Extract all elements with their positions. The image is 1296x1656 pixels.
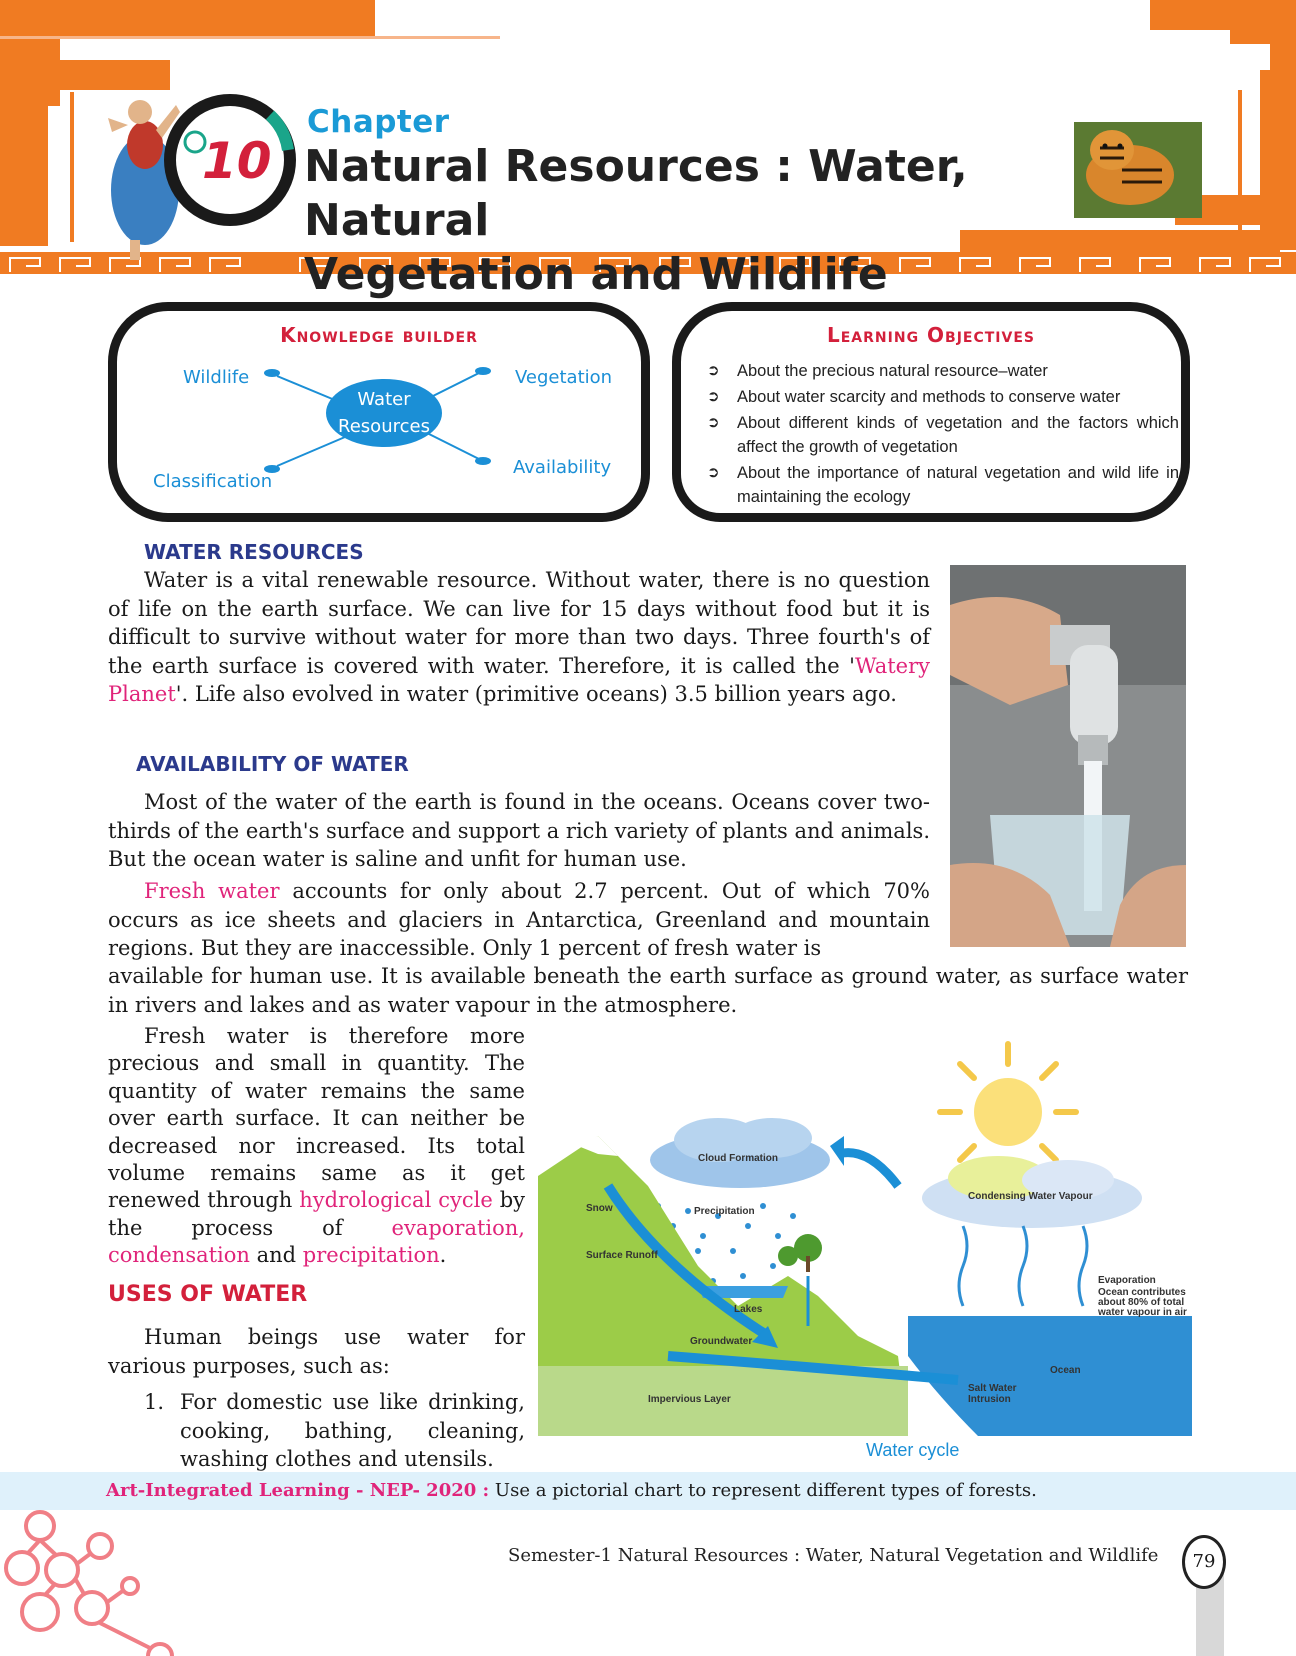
- label-snow: Snow: [586, 1203, 613, 1214]
- text-run: and: [249, 1243, 303, 1268]
- mind-map-wildlife: Wildlife: [183, 367, 250, 388]
- footer-text: Semester-1 Natural Resources : Water, Natural Vegetation and Wildlife: [508, 1545, 1159, 1566]
- arrow-bullet-icon: ➲: [707, 388, 720, 405]
- label-evaporation: Evaporation: [1098, 1275, 1156, 1286]
- label-condensing: Condensing Water Vapour: [968, 1191, 1093, 1202]
- mind-map-center-line2: Resources: [338, 416, 430, 437]
- label-cloud-formation: Cloud Formation: [698, 1153, 778, 1164]
- list-item: [701, 461, 1179, 509]
- mind-map-vegetation: Vegetation: [515, 367, 613, 388]
- arrow-bullet-icon: ➲: [707, 362, 720, 379]
- water-cycle-diagram: [538, 1036, 1192, 1470]
- arrow-bullet-icon: ➲: [707, 414, 720, 431]
- art-integrated-note: [106, 1480, 1037, 1501]
- label-groundwater: Groundwater: [690, 1336, 753, 1347]
- list-item: [701, 385, 1179, 409]
- objective-text: About water scarcity and methods to conserve water: [737, 388, 1121, 406]
- text-run: .: [439, 1243, 447, 1268]
- page-title: [304, 140, 1064, 302]
- text-run: '. Life also evolved in water (primitive oceans) 3.5 billion years ago.: [175, 682, 897, 706]
- page-number: 79: [1182, 1535, 1226, 1589]
- term-evaporation-condensation: evaporation, condensation: [108, 1215, 525, 1268]
- term-precipitation: precipitation: [302, 1243, 440, 1268]
- label-evap-note-1: Ocean contributes: [1098, 1287, 1186, 1298]
- paragraph-uses: Human beings use water for various purposes, such as:: [108, 1325, 525, 1378]
- mind-map-center: [326, 379, 442, 447]
- label-intrusion: Intrusion: [968, 1394, 1011, 1405]
- knowledge-builder-box: [108, 302, 650, 522]
- chapter-label: Chapter: [307, 104, 450, 140]
- water-cycle-caption: Water cycle: [866, 1440, 960, 1460]
- chapter-number: 10: [202, 132, 272, 190]
- term-watery-planet: Watery Planet: [108, 653, 930, 706]
- heading-water-resources: WATER RESOURCES: [144, 540, 364, 564]
- title-line-1: Natural Resources : Water, Natural: [304, 141, 968, 246]
- paragraph-fresh-water: [108, 1023, 525, 1270]
- label-impervious: Impervious Layer: [648, 1394, 731, 1405]
- label-evap-note-2: about 80% of total: [1098, 1297, 1185, 1308]
- list-item-text: For domestic use like drinking, cooking, bathing, cleaning, washing clothes and utensils.: [180, 1390, 525, 1471]
- objective-text: About the precious natural resource–water: [737, 362, 1048, 380]
- water-cycle-illustration: [538, 1036, 1192, 1470]
- heading-uses-of-water: USES OF WATER: [108, 1282, 308, 1307]
- term-fresh-water: Fresh water: [144, 879, 280, 903]
- label-evap-note-3: water vapour in air: [1098, 1307, 1187, 1318]
- objective-text: About different kinds of vegetation and the factors which affect the growth of vegetation: [737, 414, 1179, 456]
- paragraph-availability-2: [108, 877, 930, 963]
- learning-objectives-box: [672, 302, 1190, 522]
- objective-text: About the importance of natural vegetation and wild life in maintaining the ecology: [737, 464, 1179, 506]
- term-hydrological-cycle: hydrological cycle: [299, 1188, 493, 1213]
- text-run: accounts for only about 2.7 percent. Out of which 70% occurs as ice sheets and glaciers in Antarctica, Greenland and mountain regions. But they are inaccessible. Only 1 percent of fresh water is: [108, 879, 930, 960]
- molecule-decoration: [0, 1508, 180, 1656]
- label-ocean: Ocean: [1050, 1365, 1081, 1376]
- title-line-2: Vegetation and Wildlife: [304, 249, 888, 300]
- mind-map-availability: Availability: [513, 457, 612, 478]
- knowledge-builder-title: Knowledge builder: [280, 323, 478, 347]
- learning-objectives-list: [701, 359, 1179, 511]
- paragraph-availability-1: Most of the water of the earth is found in the oceans. Oceans cover two-thirds of the earth's surface and support a rich variety of plants and animals. But the ocean water is saline and unfit for human use.: [108, 790, 930, 871]
- list-number: 1.: [144, 1390, 165, 1414]
- text-run: Fresh water is therefore more precious and small in quantity. The quantity of water remains the same over earth surface. It can neither be decreased nor increased. Its total volume remains same as it get renewed through: [108, 1024, 525, 1213]
- text-run: by the process of: [108, 1188, 525, 1240]
- arrow-bullet-icon: ➲: [707, 464, 720, 481]
- tap-water-photo: [950, 565, 1186, 947]
- text-run: Water is a vital renewable resource. Without water, there is no question of life on the earth surface. We can live for 15 days without food but it is difficult to survive without water for more than two days. Three fourth's of the earth surface is covered with water. Therefore, it is called the ': [108, 568, 930, 678]
- label-precipitation: Precipitation: [694, 1206, 755, 1217]
- list-item: [701, 359, 1179, 383]
- heading-availability: AVAILABILITY OF WATER: [136, 752, 409, 776]
- tiger-photo: [1074, 122, 1202, 218]
- mind-map-center-line1: Water: [357, 389, 411, 410]
- art-integrated-text: Use a pictorial chart to represent different types of forests.: [489, 1480, 1037, 1501]
- uses-list-item-1: [144, 1388, 525, 1474]
- art-integrated-label: Art-Integrated Learning - NEP- 2020 :: [106, 1480, 490, 1501]
- paragraph-availability-3: available for human use. It is available beneath the earth surface as ground water, as surface water in rivers and lakes and as water vapour in the atmosphere.: [108, 964, 1188, 1017]
- label-salt-water: Salt Water: [968, 1383, 1017, 1394]
- learning-objectives-title: Learning Objectives: [827, 323, 1035, 347]
- label-lakes: Lakes: [734, 1304, 763, 1315]
- tap-glass-illustration: [950, 565, 1186, 947]
- list-item: [701, 411, 1179, 459]
- paragraph-water-resources: [108, 566, 930, 709]
- label-surface-runoff: Surface Runoff: [586, 1250, 658, 1261]
- mind-map-classification: Classification: [153, 471, 273, 492]
